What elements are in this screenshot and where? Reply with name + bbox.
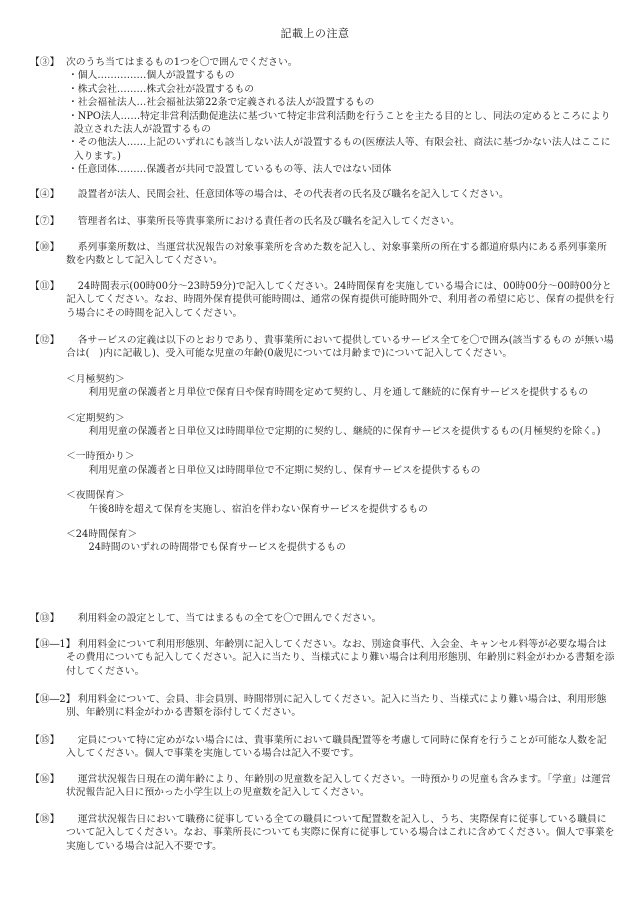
section-text: 各サービスの定義は以下のとおりであり、貴事業所において提供しているサービス全てを〇で囲み(該当するもの が無い場合は( )内に記載し)、受入可能な児童の年齢(0歳児については月齢まで)について記入してください。 (66, 335, 614, 360)
service-definition (66, 489, 615, 516)
section-marker: 【⑱】 (30, 814, 60, 825)
list-item: ・その他法人……上記のいずれにも該当しない法人が設置するもの(医療法人等、有限会社、商法に基づかない法人はここに入ります。) (67, 137, 611, 162)
section-text: 24時間表示(00時00分～23時59分)で記入してください。24時間保育を実施している場合には、00時00分～00時00分と記入してください。なお、時間外保育提供可能時間は、通常の保育提供可能時間外で、利用者の希望に応じ、保育の提供を行う場合にその時間を記入してください。 (66, 281, 615, 319)
list-item: ・任意団体………保護者が共同で設置しているもの等、法人ではない団体 (67, 164, 392, 176)
section-18 (30, 813, 615, 853)
list-item: ・NPO法人……特定非営利活動促進法に基づいて特定非営利活動を行うことを主たる目的とし、同法の定めるところにより設立された法人が設置するもの (67, 110, 611, 136)
page-title: 記載上の注意 (280, 27, 350, 40)
section-text: 管理者名は、事業所長等貴事業所における責任者の氏名及び職名を記入してください。 (77, 216, 460, 227)
section-16 (30, 773, 615, 800)
section-marker: 【⑬】 (30, 613, 60, 624)
section-text: 利用料金の設定として、当てはまるもの全てを〇で囲んでください。 (77, 613, 382, 624)
definition-title: ＜一時預かり＞ (66, 451, 135, 463)
section-14-2 (30, 693, 615, 720)
service-definition (66, 528, 615, 555)
service-definition (66, 450, 615, 477)
section-10 (30, 241, 615, 268)
definition-text: 利用児童の保護者と日単位又は時間単位で定期的に契約し、継続的に保育サービスを提供するもの(月極契約を除く。) (88, 426, 601, 438)
section-15 (30, 734, 615, 761)
list-item: ・株式会社………株式会社が設置するもの (67, 83, 255, 95)
definition-title: ＜月極契約＞ (66, 373, 125, 385)
entity-type-list (66, 69, 615, 176)
section-text: 利用料金について利用形態別、年齢別に記入してください。なお、別途食事代、入会金、キャンセル料等が必要な場合はその費用についても記入してください。記入に当たり、当様式により難い場合は利用形態別、年齢別に料金がわかる書類を添付してください。 (66, 639, 615, 677)
definition-text: 利用児童の保護者と日単位又は時間単位で不定期に契約し、保育サービスを提供するもの (88, 464, 481, 476)
section-14-1 (30, 638, 615, 678)
definition-title: ＜24時間保育＞ (66, 529, 138, 541)
definition-text: 午後8時を超えて保育を実施し、宿泊を伴わない保育サービスを提供するもの (88, 503, 428, 515)
section-11 (30, 280, 615, 320)
section-12 (30, 334, 615, 555)
section-marker: 【⑭―2】 (30, 694, 76, 705)
service-definition (66, 373, 615, 400)
list-item: ・社会福祉法人…社会福祉法第22条で定義される法人が設置するもの (67, 97, 375, 109)
definition-text: 24時間のいずれの時間帯でも保育サービスを提供するもの (88, 542, 346, 554)
section-text: 定員について特に定めがない場合には、貴事業所において職員配置等を考慮して同時に保育を行うことが可能な人数を記入してください。個人で事業を実施している場合は記入不要です。 (66, 735, 607, 760)
service-definition (66, 412, 615, 439)
section-text: 系列事業所数は、当運営状況報告の対象事業所を含めた数を記入し、対象事業所の所在する都道府県内にある系列事業所数を内数として記入してください。 (66, 242, 607, 267)
section-7 (30, 215, 615, 228)
section-marker: 【⑫】 (30, 335, 60, 346)
definition-title: ＜夜間保育＞ (66, 490, 125, 502)
section-text: 次のうち当てはまるもの1つを〇で囲んでください。 (66, 57, 298, 68)
definition-title: ＜定期契約＞ (66, 412, 125, 424)
section-marker: 【⑮】 (30, 735, 60, 746)
section-marker: 【⑩】 (30, 242, 60, 253)
section-4 (30, 188, 615, 201)
list-item: ・個人……………個人が設置するもの (67, 70, 235, 82)
section-3 (30, 56, 615, 177)
section-text: 運営状況報告日現在の満年齢により、年齢別の児童数を記入してください。一時預かりの児童も含みます。「学童」は運営状況報告記入日に預かった小学生以上の児童数を記入してください。 (66, 774, 611, 799)
section-text: 設置者が法人、民間会社、任意団体等の場合は、その代表者の氏名及び職名を記入してください。 (77, 189, 509, 200)
section-13 (30, 612, 615, 625)
section-marker: 【⑪】 (30, 281, 60, 292)
section-marker: 【⑦】 (30, 216, 60, 227)
section-marker: 【④】 (30, 189, 60, 200)
section-text: 利用料金について、会員、非会員別、時間帯別に記入してください。記入に当たり、当様式により難い場合は、利用形態別、年齢別に料金がわかる書類を添付してください。 (66, 694, 607, 719)
section-text: 運営状況報告日において職務に従事している全ての職員について配置数を記入し、うち、実際保育に従事している職員について記入してください。なお、事業所長についても実際に保育に従事している場合はこれに含めてください。個人で事業を実施している場合は記入不要です。 (66, 814, 615, 852)
section-marker: 【⑯】 (30, 774, 60, 785)
definition-text: 利用児童の保護者と月単位で保育日や保育時間を定めて契約し、月を通して継続的に保育サービスを提供するもの (88, 387, 589, 399)
section-marker: 【③】 (30, 57, 60, 68)
section-marker: 【⑭―1】 (30, 639, 76, 650)
